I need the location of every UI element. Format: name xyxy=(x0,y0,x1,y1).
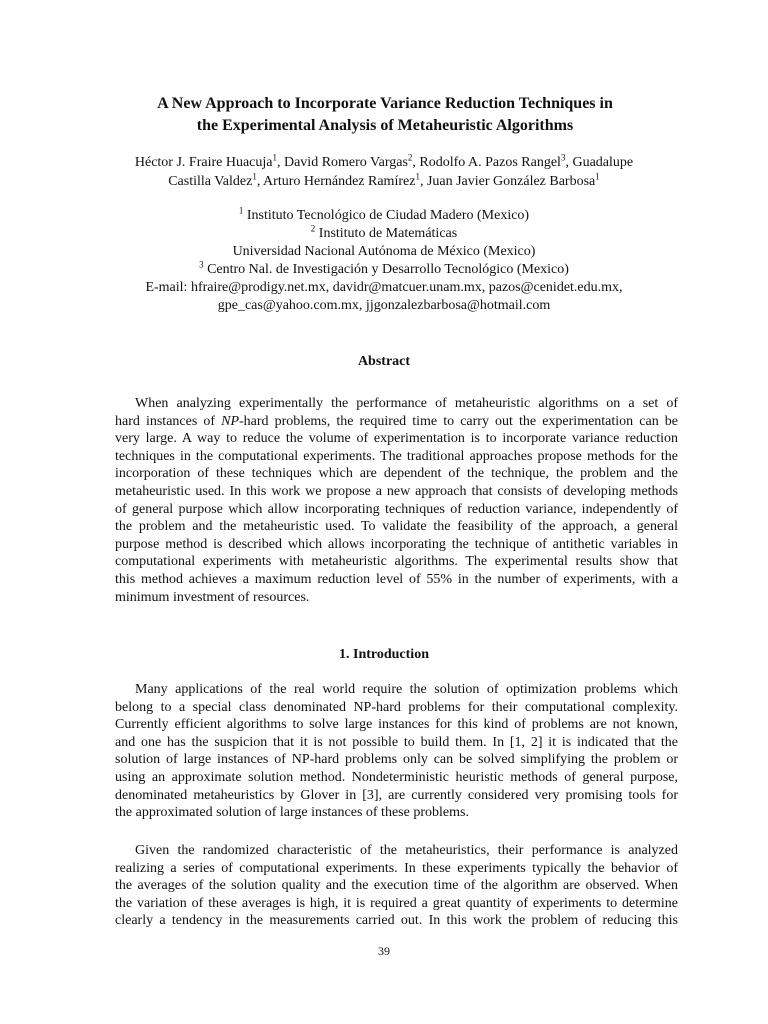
introduction-heading: 1. Introduction xyxy=(339,647,429,662)
text-line: Many applications of the real world require the solution of optimization problems which xyxy=(135,682,678,697)
affiliation-text: Instituto de Matemáticas xyxy=(315,226,458,241)
author-name: , Juan Javier González Barbosa xyxy=(419,174,596,189)
text-line: metaheuristic used. In this work we propose a new approach that consists of developing methods xyxy=(115,483,678,499)
text-line: incorporation of these techniques which are dependent of the technique, the problem and the xyxy=(115,466,678,482)
title-line-2: the Experimental Analysis of Metaheuristic Algorithms xyxy=(196,117,574,134)
author-line-1 xyxy=(90,153,678,172)
author-line-2 xyxy=(90,172,678,191)
text-line: clearly a tendency in the measurements carried out. In this work the problem of reducing this xyxy=(115,913,678,929)
text-line: using an approximate solution method. Nondeterministic heuristic methods of general purpose, xyxy=(115,769,678,785)
author-affiliation-marker: 1 xyxy=(252,171,257,182)
paper-title xyxy=(120,93,650,137)
author-affiliation-marker: 1 xyxy=(272,152,277,163)
text-line: the averages of the solution quality and the execution time of the algorithm are observed. When xyxy=(115,878,678,894)
text-line: computational experiments with metaheuristic algorithms. The experimental results show that xyxy=(115,554,678,570)
author-name: , Rodolfo A. Pazos Rangel xyxy=(412,155,561,170)
author-name: , David Romero Vargas xyxy=(276,155,408,170)
text-line: techniques in the computational experiments. The traditional approaches propose methods for the xyxy=(115,448,678,464)
affiliation-1 xyxy=(90,207,678,225)
introduction-paragraph-1 xyxy=(115,681,678,822)
text-line: this method achieves a maximum reduction level of 55% in the number of experiments, with a xyxy=(115,571,678,587)
author-affiliation-marker: 2 xyxy=(407,152,413,163)
author-name: , Guadalupe xyxy=(565,155,634,170)
email-line-1: E-mail: hfraire@prodigy.net.mx, davidr@matcuer.unam.mx, pazos@cenidet.edu.mx, xyxy=(145,280,623,295)
author-list xyxy=(90,153,678,191)
affiliation-3 xyxy=(90,261,678,279)
text-line: solution of large instances of NP-hard problems only can be solved simplifying the problem or xyxy=(115,752,678,768)
affiliation-2b: Universidad Nacional Autónoma de México (Mexico) xyxy=(232,244,536,259)
text-line: the variation of these averages is high, it is required a great quantity of experiments to determine xyxy=(115,895,678,911)
text-line: minimum investment of resources. xyxy=(115,589,310,605)
text-line: denominated metaheuristics by Glover in [3], are currently considered very promising tools for xyxy=(115,787,678,803)
text-line: hard instances of NP-hard problems, the required time to carry out the experimentation can be xyxy=(115,413,678,429)
introduction-paragraph-2 xyxy=(115,842,678,930)
affiliation-2 xyxy=(90,225,678,243)
affiliation-text: Instituto Tecnológico de Ciudad Madero (Mexico) xyxy=(243,208,530,223)
email-line-2: gpe_cas@yahoo.com.mx, jjgonzalezbarbosa@hotmail.com xyxy=(217,298,551,313)
abstract-paragraph xyxy=(115,395,678,606)
text-line: belong to a special class denominated NP-hard problems for their computational complexity. xyxy=(115,699,678,715)
text-line: the approximated solution of large instances of these problems. xyxy=(115,805,469,821)
affiliation-marker: 1 xyxy=(238,205,244,216)
text-line: and one has the suspicion that it is not possible to build them. In [1, 2] it is indicated that the xyxy=(115,734,678,750)
author-name: Castilla Valdez xyxy=(168,174,253,189)
text-line: the problem and the metaheuristic used. To validate the feasibility of the approach, a general xyxy=(115,519,678,535)
affiliation-marker: 2 xyxy=(310,223,316,234)
affiliation-block xyxy=(90,207,678,315)
text-line: Given the randomized characteristic of the metaheuristics, their performance is analyzed xyxy=(135,843,678,858)
affiliation-text: Centro Nal. de Investigación y Desarrollo Tecnológico (Mexico) xyxy=(203,262,569,277)
author-name: Héctor J. Fraire Huacuja xyxy=(134,155,273,170)
text-line: of general purpose which allow incorporating techniques of reduction variance, independently of xyxy=(115,501,678,517)
text-line: Currently efficient algorithms to solve large instances for this kind of problems are not known, xyxy=(115,717,678,733)
text-line: purpose method is described which allows incorporating the technique of antithetic variables in xyxy=(115,536,678,552)
text-line: very large. A way to reduce the volume of experimentation is to incorporate variance reduction xyxy=(115,431,678,447)
author-affiliation-marker: 3 xyxy=(560,152,566,163)
author-affiliation-marker: 1 xyxy=(595,171,600,182)
author-affiliation-marker: 1 xyxy=(415,171,420,182)
text-line: When analyzing experimentally the performance of metaheuristic algorithms on a set of xyxy=(135,396,678,411)
text-line: realizing a series of computational experiments. In these experiments typically the behavior of xyxy=(115,860,678,876)
title-line-1: A New Approach to Incorporate Variance Reduction Techniques in xyxy=(157,95,613,112)
abstract-heading: Abstract xyxy=(357,354,411,369)
affiliation-marker: 3 xyxy=(199,259,204,270)
np-italic: NP xyxy=(221,413,240,429)
page-number: 39 xyxy=(378,944,390,958)
author-name: , Arturo Hernández Ramírez xyxy=(256,174,416,189)
